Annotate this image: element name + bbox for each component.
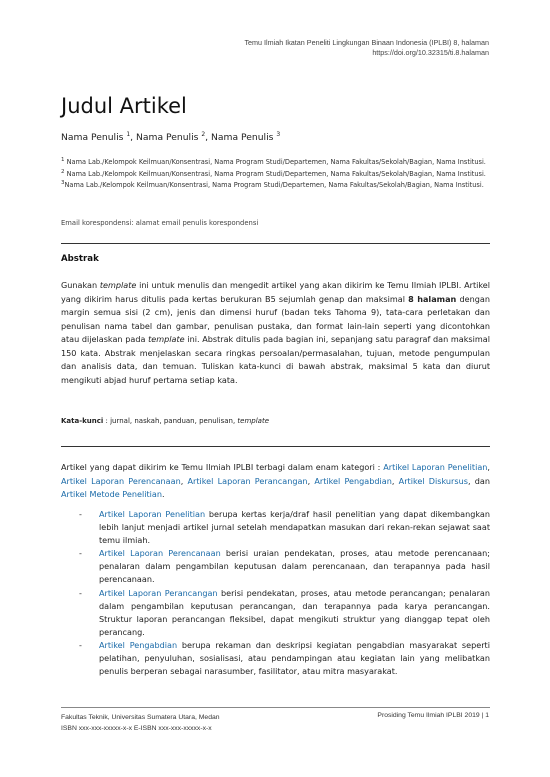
abstract-body: [61, 279, 490, 387]
doi-line: https://doi.org/10.32315/ti.8.halaman: [372, 48, 489, 57]
affil-mark: 2: [61, 168, 65, 175]
category-term[interactable]: Artikel Pengabdian: [99, 639, 178, 650]
intro-conjunction: dan: [474, 475, 490, 486]
abstract-text: dengan margin semua sisi (2 cm), jenis dan dimensi huruf (badan teks Tahoma 9), tata-cara perletakan dan penulisan nama tabel dan gambar, penulisan pustaka, dan format lain-lain seperti yang dicontohkan atau dijelaskan pada: [61, 293, 490, 344]
section-divider: [61, 243, 490, 244]
list-bullet: -: [79, 587, 82, 598]
intro-paragraph: Artikel yang dapat dikirim ke Temu Ilmiah IPLBI terbagi dalam enam kategori : Artikel Laporan Penelitian, Artikel Laporan Perencanaan, Artikel Laporan Perancangan, Artikel Pengabdian, Artikel Diskursus, dan Artikel Metode Penelitian.: [61, 462, 490, 499]
footer-left: [61, 712, 220, 734]
category-term[interactable]: Artikel Laporan Perencanaan: [99, 548, 221, 559]
abstract-italic: template: [148, 334, 185, 344]
list-item: [61, 587, 490, 639]
category-link[interactable]: Artikel Pengabdian: [314, 475, 392, 486]
category-desc: berisi uraian pendekatan, proses, atau metode perencanaan; penalaran dalam pengambilan keputusan dalam perencanaan, dan terapannya pada hasil perencanaan.: [99, 548, 490, 585]
abstract-text: Gunakan: [61, 280, 98, 290]
keywords-label: Kata-kunci: [61, 417, 104, 425]
affiliation-2: Nama Lab./Kelompok Keilmuan/Konsentrasi, Nama Program Studi/Departemen, Nama Fakultas/Sekolah/Bagian, Nama Institusi.: [66, 169, 486, 178]
abstract-text: ini untuk menulis dan mengedit artikel yang akan dikirim ke Temu Ilmiah IPLBI. Artikel yang dikirim harus ditulis pada kertas berukuran B5 sejumlah genap dan maksimal: [61, 280, 490, 304]
abstract-text: ini. Abstrak ditulis pada bagian ini, sepanjang satu paragraf dan maksimal 150 kata. Abstrak menjelaskan secara ringkas persoalan/permasalahan, tujuan, metode pengumpulan dan analisis data, dan temuan. Tuliskan kata-kunci di bawah abstrak, maksimal 5 kata dan diurut mengikuti abjad huruf pertama setiap kata.: [61, 334, 490, 385]
category-desc: berupa rekaman dan deskripsi kegiatan pengabdian masyarakat seperti pelatihan, penyuluhan, sosialisasi, atau pendampingan atau kegiatan lain yang melibatkan penulis berperan sebagai narasumber, fasilitator, atau mitra masyarakat.: [99, 639, 490, 677]
affil-mark: 1: [61, 157, 65, 163]
correspondence-email: Email korespondensi: alamat email penulis korespondensi: [61, 219, 259, 227]
category-term[interactable]: Artikel Laporan Penelitian: [99, 509, 206, 519]
intro-period: .: [161, 489, 165, 499]
keywords-separator: :: [103, 417, 111, 425]
affiliations: [61, 156, 491, 191]
footer-isbn: ISBN xxx-xxx-xxxxx-x-x E-ISBN xxx-xxx-xxxxx-x-x: [61, 725, 212, 732]
category-link[interactable]: Artikel Laporan Penelitian: [383, 462, 488, 472]
list-bullet: -: [79, 509, 82, 519]
keywords-list: jurnal, naskah, panduan, penulisan,: [110, 417, 236, 425]
abstract-italic: template: [99, 280, 137, 290]
category-link[interactable]: Artikel Diskursus: [398, 475, 468, 486]
journal-line: Temu Ilmiah Ikatan Peneliti Lingkungan Binaan Indonesia (IPLBI) 8, halaman: [244, 38, 489, 47]
keywords: [61, 417, 269, 425]
affiliation-1: Nama Lab./Kelompok Keilmuan/Konsentrasi, Nama Program Studi/Departemen, Nama Fakultas/Sekolah/Bagian, Nama Institusi.: [66, 158, 486, 167]
author-affil-mark: 1: [126, 131, 131, 138]
footer-page: Prosiding Temu Ilmiah IPLBI 2019 | 1: [377, 712, 489, 719]
category-desc: berupa kertas kerja/draf hasil penelitian yang dapat dikembangkan lebih lanjut menjadi artikel jurnal setelah mendapatkan masukan dari rekan-rekan sejawat saat temu ilmiah.: [99, 509, 490, 546]
abstract-heading: Abstrak: [61, 254, 99, 264]
affil-mark: 3: [61, 180, 65, 187]
list-item: [61, 547, 490, 586]
running-header: [244, 38, 489, 58]
author-list: Nama Penulis $^1$, Nama Penulis $^2$, Nama Penulis $^3$: [61, 131, 281, 144]
author-affil-mark: 3: [276, 131, 281, 138]
footer-institution: Fakultas Teknik, Universitas Sumatera Utara, Medan: [61, 714, 220, 721]
author-name: Nama Penulis: [136, 132, 199, 144]
category-list: [61, 508, 490, 678]
category-link[interactable]: Artikel Metode Penelitian: [61, 489, 162, 499]
abstract-bold: 8 halaman: [408, 293, 457, 304]
keywords-italic: template: [237, 417, 270, 425]
category-link[interactable]: Artikel Laporan Perencanaan: [61, 475, 181, 486]
category-link[interactable]: Artikel Laporan Perancangan: [187, 475, 308, 486]
list-bullet: -: [79, 548, 82, 559]
footer-divider: [61, 707, 490, 708]
author-name: Nama Penulis: [61, 132, 124, 144]
list-item: [61, 508, 490, 547]
list-bullet: -: [79, 639, 82, 650]
category-desc: berisi pendekatan, proses, atau metode perancangan; penalaran dalam pengambilan keputusan perancangan, dan terapannya pada karya perancangan. Struktur laporan perancangan fleksibel, dapat mengikuti struktur yang dianggap tepat oleh perancang.: [99, 587, 490, 637]
author-affil-mark: 2: [201, 131, 206, 138]
list-item: [61, 639, 490, 678]
category-term[interactable]: Artikel Laporan Perancangan: [99, 587, 218, 598]
section-divider: [61, 446, 490, 447]
article-title: Judul Artikel: [61, 94, 187, 118]
author-name: Nama Penulis: [211, 132, 274, 144]
intro-text: Artikel yang dapat dikirim ke Temu Ilmiah IPLBI terbagi dalam enam kategori :: [61, 462, 381, 472]
affiliation-3: Nama Lab./Kelompok Keilmuan/Konsentrasi, Nama Program Studi/Departemen, Nama Fakultas/Sekolah/Bagian, Nama Institusi.: [64, 181, 484, 190]
